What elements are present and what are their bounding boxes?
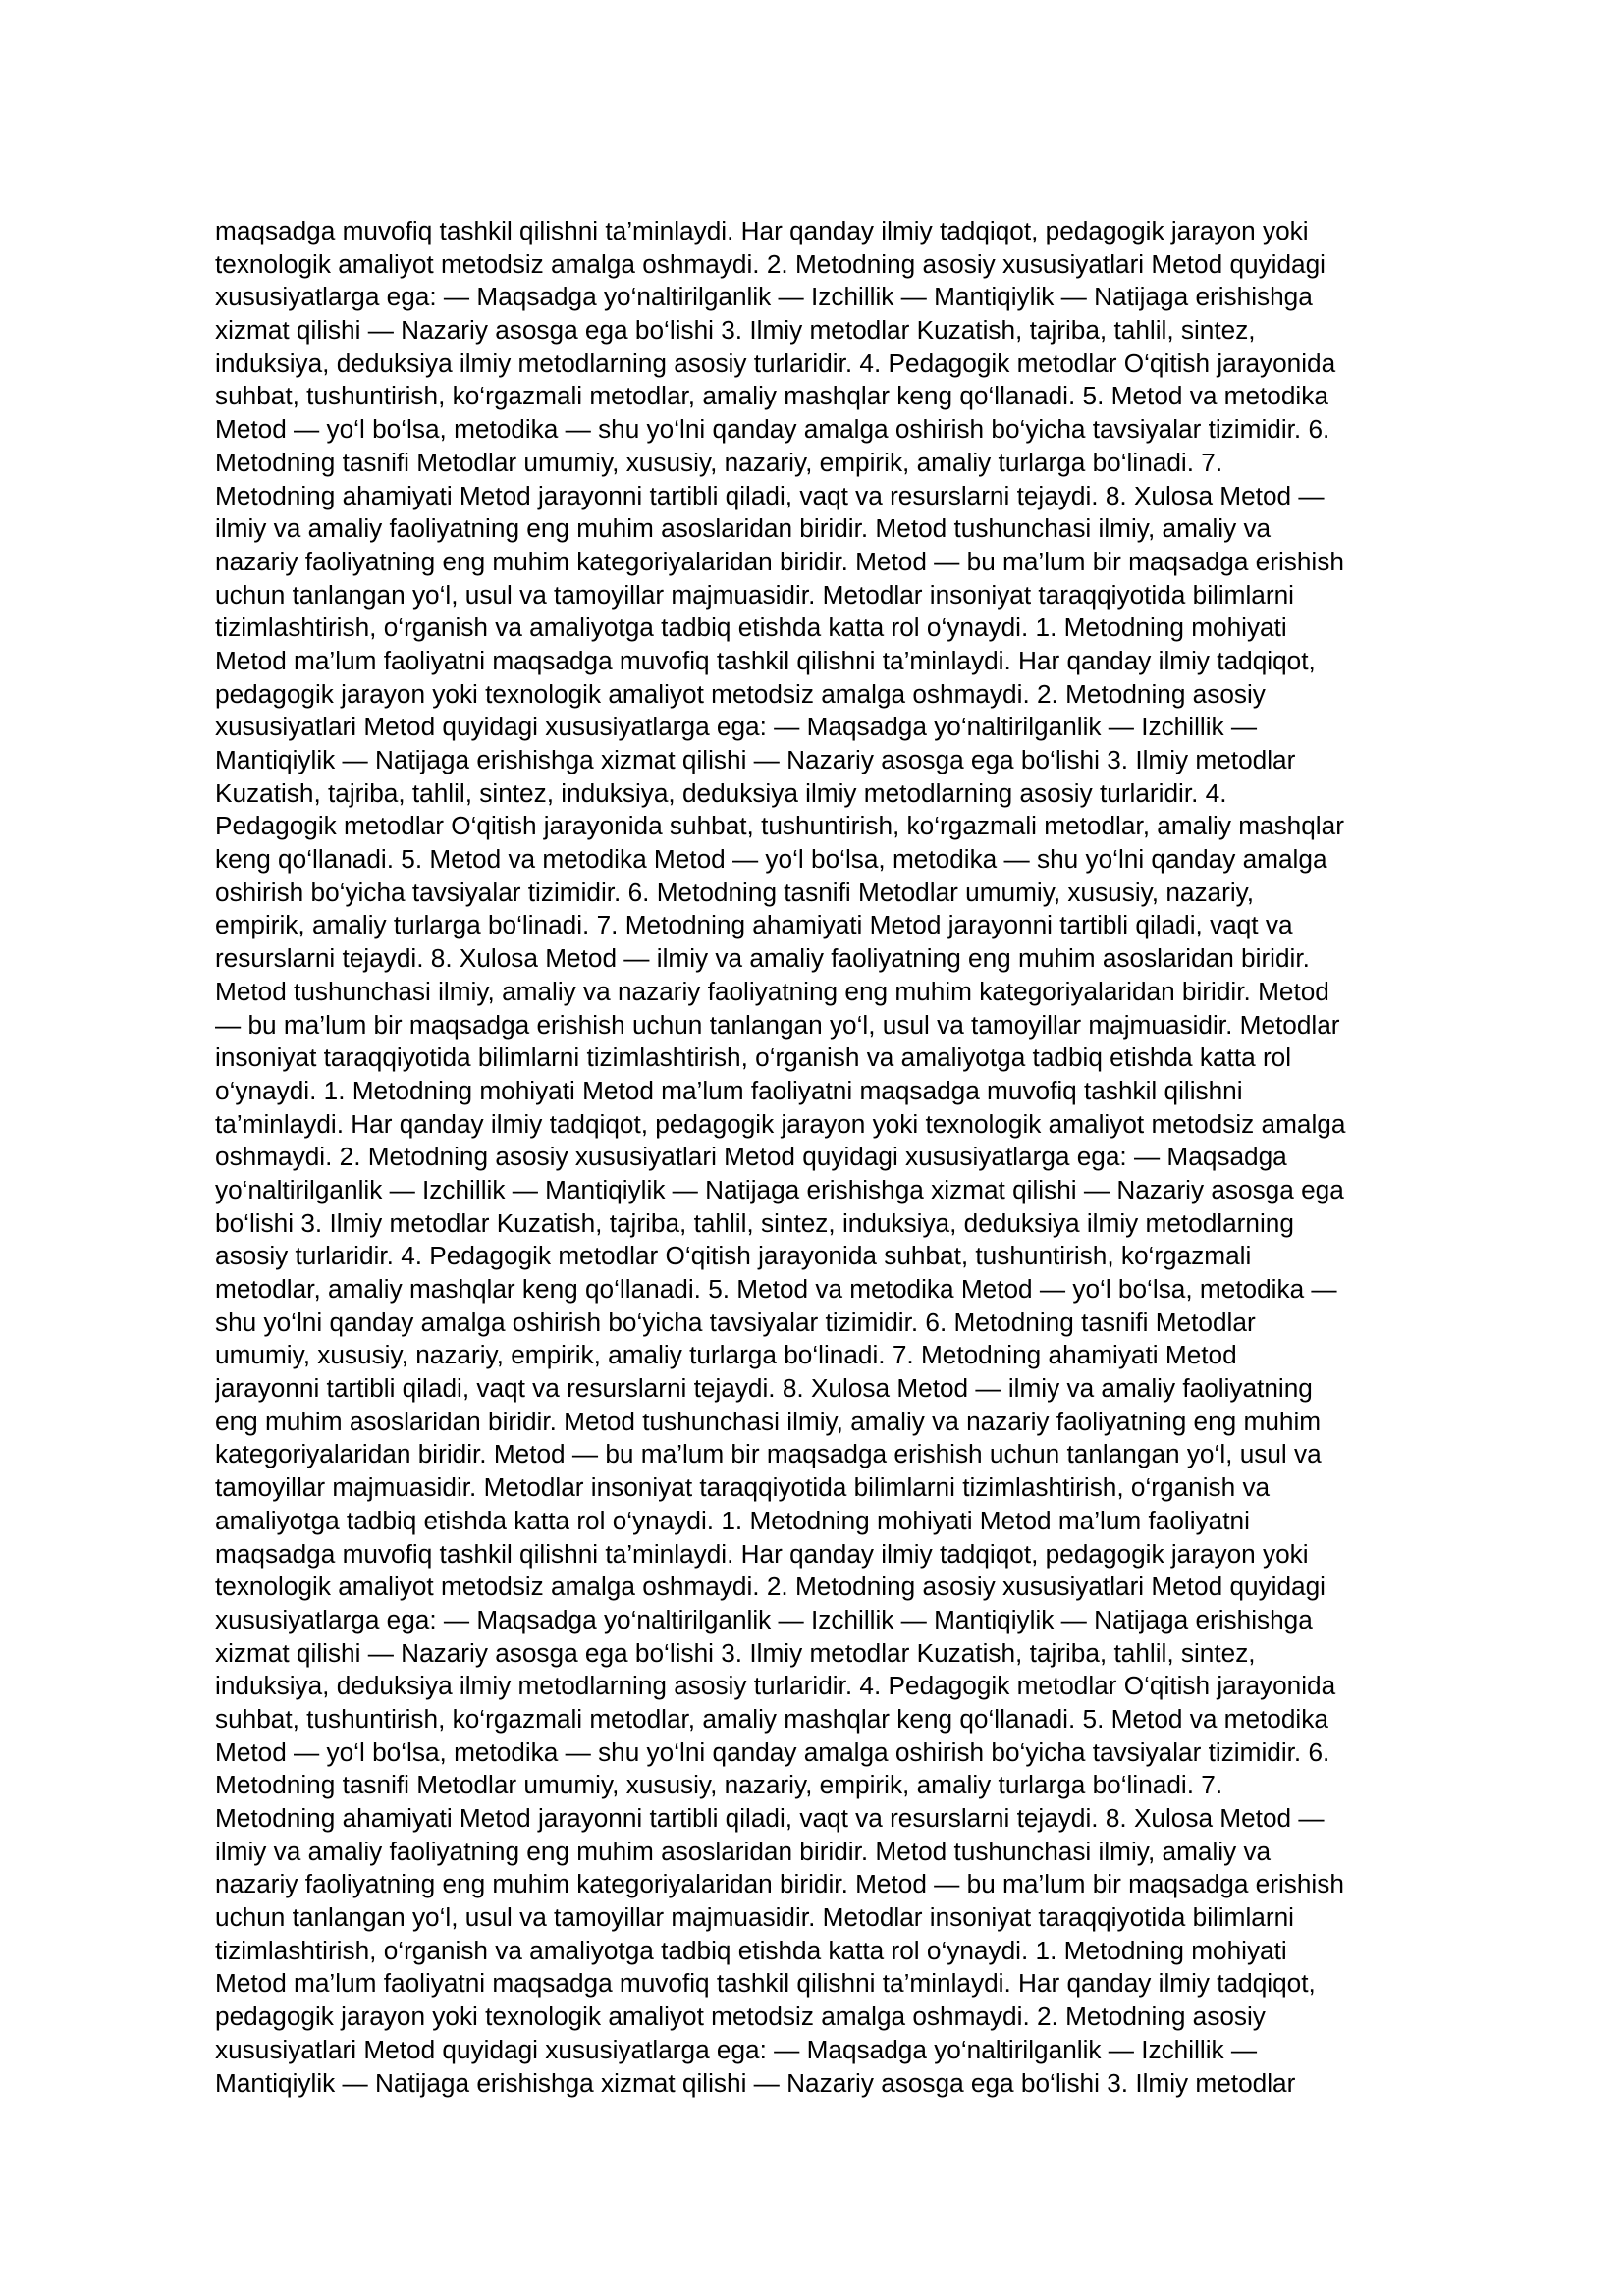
- body-text: [215, 215, 1433, 2100]
- text-line: suhbat, tushuntirish, ko‘rgazmali metodlar, amaliy mashqlar keng qo‘llanadi. 5. Metod va metodika: [215, 1703, 1328, 1734]
- text-line: asosiy turlaridir. 4. Pedagogik metodlar O‘qitish jarayonida suhbat, tushuntirish, ko‘rgazmali: [215, 1241, 1252, 1271]
- text-line: kategoriyalaridan biridir. Metod — bu ma’lum bir maqsadga erishish uchun tanlangan yo‘l, usul va: [215, 1439, 1322, 1469]
- text-line: texnologik amaliyot metodsiz amalga oshmaydi. 2. Metodning asosiy xususiyatlari Metod quyidagi: [215, 248, 1326, 279]
- text-line: xizmat qilishi — Nazariy asosga ega bo‘lishi 3. Ilmiy metodlar Kuzatish, tajriba, tahlil, sintez,: [215, 315, 1256, 346]
- text-line: umumiy, xususiy, nazariy, empirik, amaliy turlarga bo‘linadi. 7. Metodning ahamiyati Metod: [215, 1340, 1237, 1370]
- text-line: Metod — yo‘l bo‘lsa, metodika — shu yo‘lni qanday amalga oshirish bo‘yicha tavsiyalar tizimidir. 6.: [215, 414, 1330, 445]
- text-line: maqsadga muvofiq tashkil qilishni ta’minlaydi. Har qanday ilmiy tadqiqot, pedagogik jarayon yoki: [215, 1538, 1309, 1569]
- text-line: induksiya, deduksiya ilmiy metodlarning asosiy turlaridir. 4. Pedagogik metodlar O‘qitish jarayonida: [215, 347, 1336, 378]
- text-line: metodlar, amaliy mashqlar keng qo‘llanadi. 5. Metod va metodika Metod — yo‘l bo‘lsa, metodika —: [215, 1274, 1337, 1304]
- text-line: yo‘naltirilganlik — Izchillik — Mantiqiylik — Natijaga erishishga xizmat qilishi — Nazariy asosga ega: [215, 1174, 1344, 1204]
- text-line: Metod ma’lum faoliyatni maqsadga muvofiq tashkil qilishni ta’minlaydi. Har qanday ilmiy tadqiqot,: [215, 645, 1316, 675]
- text-line: eng muhim asoslaridan biridir. Metod tushunchasi ilmiy, amaliy va nazariy faoliyatning eng muhim: [215, 1406, 1322, 1436]
- text-line: jarayonni tartibli qiladi, vaqt va resurslarni tejaydi. 8. Xulosa Metod — ilmiy va amaliy faoliyatning: [215, 1373, 1313, 1404]
- text-line: shu yo‘lni qanday amalga oshirish bo‘yicha tavsiyalar tizimidir. 6. Metodning tasnifi Metodlar: [215, 1307, 1256, 1337]
- text-line: tizimlashtirish, o‘rganish va amaliyotga tadbiq etishda katta rol o‘ynaydi. 1. Metodning mohiyati: [215, 613, 1287, 643]
- text-line: oshirish bo‘yicha tavsiyalar tizimidir. 6. Metodning tasnifi Metodlar umumiy, xususiy, nazariy,: [215, 877, 1255, 907]
- text-line: pedagogik jarayon yoki texnologik amaliyot metodsiz amalga oshmaydi. 2. Metodning asosiy: [215, 678, 1266, 709]
- text-line: amaliyotga tadbiq etishda katta rol o‘ynaydi. 1. Metodning mohiyati Metod ma’lum faoliyatni: [215, 1505, 1250, 1535]
- text-line: suhbat, tushuntirish, ko‘rgazmali metodlar, amaliy mashqlar keng qo‘llanadi. 5. Metod va metodika: [215, 381, 1328, 411]
- text-line: Kuzatish, tajriba, tahlil, sintez, induksiya, deduksiya ilmiy metodlarning asosiy turlaridir. 4.: [215, 777, 1227, 808]
- text-line: — bu ma’lum bir maqsadga erishish uchun tanlangan yo‘l, usul va tamoyillar majmuasidir. Metodlar: [215, 1009, 1340, 1040]
- text-line: xususiyatlarga ega: — Maqsadga yo‘naltirilganlik — Izchillik — Mantiqiylik — Natijaga erishishga: [215, 1604, 1313, 1634]
- text-line: Metod tushunchasi ilmiy, amaliy va nazariy faoliyatning eng muhim kategoriyalaridan biridir. Metod: [215, 976, 1329, 1006]
- text-line: keng qo‘llanadi. 5. Metod va metodika Metod — yo‘l bo‘lsa, metodika — shu yo‘lni qanday amalga: [215, 844, 1327, 875]
- text-line: xususiyatlari Metod quyidagi xususiyatlarga ega: — Maqsadga yo‘naltirilganlik — Izchillik —: [215, 2034, 1258, 2064]
- text-line: xizmat qilishi — Nazariy asosga ega bo‘lishi 3. Ilmiy metodlar Kuzatish, tajriba, tahlil, sintez,: [215, 1637, 1256, 1668]
- text-line: Metodning tasnifi Metodlar umumiy, xususiy, nazariy, empirik, amaliy turlarga bo‘linadi. 7.: [215, 1770, 1223, 1800]
- text-line: ilmiy va amaliy faoliyatning eng muhim asoslaridan biridir. Metod tushunchasi ilmiy, amaliy va: [215, 513, 1272, 544]
- text-line: xususiyatlari Metod quyidagi xususiyatlarga ega: — Maqsadga yo‘naltirilganlik — Izchillik —: [215, 712, 1258, 742]
- text-line: pedagogik jarayon yoki texnologik amaliyot metodsiz amalga oshmaydi. 2. Metodning asosiy: [215, 2002, 1266, 2032]
- text-line: ta’minlaydi. Har qanday ilmiy tadqiqot, pedagogik jarayon yoki texnologik amaliyot metodsiz amalga: [215, 1108, 1346, 1139]
- text-line: Pedagogik metodlar O‘qitish jarayonida suhbat, tushuntirish, ko‘rgazmali metodlar, amaliy mashqlar: [215, 811, 1344, 841]
- text-line: Mantiqiylik — Natijaga erishishga xizmat qilishi — Nazariy asosga ega bo‘lishi 3. Ilmiy metodlar: [215, 2067, 1296, 2098]
- text-line: empirik, amaliy turlarga bo‘linadi. 7. Metodning ahamiyati Metod jarayonni tartibli qiladi, vaqt va: [215, 910, 1293, 940]
- text-line: Metodning ahamiyati Metod jarayonni tartibli qiladi, vaqt va resurslarni tejaydi. 8. Xulosa Metod —: [215, 1803, 1325, 1833]
- text-line: Metod — yo‘l bo‘lsa, metodika — shu yo‘lni qanday amalga oshirish bo‘yicha tavsiyalar tizimidir. 6.: [215, 1736, 1330, 1767]
- text-line: uchun tanlangan yo‘l, usul va tamoyillar majmuasidir. Metodlar insoniyat taraqqiyotida bilimlarni: [215, 579, 1294, 610]
- text-line: ilmiy va amaliy faoliyatning eng muhim asoslaridan biridir. Metod tushunchasi ilmiy, amaliy va: [215, 1836, 1272, 1866]
- text-line: Metodning ahamiyati Metod jarayonni tartibli qiladi, vaqt va resurslarni tejaydi. 8. Xulosa Metod —: [215, 480, 1325, 510]
- text-line: Metod ma’lum faoliyatni maqsadga muvofiq tashkil qilishni ta’minlaydi. Har qanday ilmiy tadqiqot,: [215, 1968, 1316, 1999]
- text-line: maqsadga muvofiq tashkil qilishni ta’minlaydi. Har qanday ilmiy tadqiqot, pedagogik jarayon yoki: [215, 216, 1309, 245]
- text-line: tamoyillar majmuasidir. Metodlar insoniyat taraqqiyotida bilimlarni tizimlashtirish, o‘rganish va: [215, 1472, 1271, 1503]
- text-line: texnologik amaliyot metodsiz amalga oshmaydi. 2. Metodning asosiy xususiyatlari Metod quyidagi: [215, 1572, 1326, 1602]
- text-line: o‘ynaydi. 1. Metodning mohiyati Metod ma’lum faoliyatni maqsadga muvofiq tashkil qilishni: [215, 1075, 1243, 1105]
- text-line: oshmaydi. 2. Metodning asosiy xususiyatlari Metod quyidagi xususiyatlarga ega: — Maqsadga: [215, 1142, 1287, 1172]
- text-line: bo‘lishi 3. Ilmiy metodlar Kuzatish, tajriba, tahlil, sintez, induksiya, deduksiya ilmiy metodlarning: [215, 1207, 1294, 1238]
- text-line: nazariy faoliyatning eng muhim kategoriyalaridan biridir. Metod — bu ma’lum bir maqsadga erishish: [215, 1869, 1344, 1899]
- text-line: tizimlashtirish, o‘rganish va amaliyotga tadbiq etishda katta rol o‘ynaydi. 1. Metodning mohiyati: [215, 1935, 1287, 1965]
- text-line: xususiyatlarga ega: — Maqsadga yo‘naltirilganlik — Izchillik — Mantiqiylik — Natijaga erishishga: [215, 282, 1313, 312]
- text-line: uchun tanlangan yo‘l, usul va tamoyillar majmuasidir. Metodlar insoniyat taraqqiyotida bilimlarni: [215, 1902, 1294, 1933]
- text-line: nazariy faoliyatning eng muhim kategoriyalaridan biridir. Metod — bu ma’lum bir maqsadga erishish: [215, 546, 1344, 576]
- text-line: Metodning tasnifi Metodlar umumiy, xususiy, nazariy, empirik, amaliy turlarga bo‘linadi. 7.: [215, 447, 1223, 477]
- text-line: induksiya, deduksiya ilmiy metodlarning asosiy turlaridir. 4. Pedagogik metodlar O‘qitish jarayonida: [215, 1671, 1336, 1701]
- text-line: Mantiqiylik — Natijaga erishishga xizmat qilishi — Nazariy asosga ega bo‘lishi 3. Ilmiy metodlar: [215, 745, 1296, 774]
- text-line: insoniyat taraqqiyotida bilimlarni tizimlashtirish, o‘rganish va amaliyotga tadbiq etishda katta rol: [215, 1042, 1292, 1073]
- text-line: resurslarni tejaydi. 8. Xulosa Metod — ilmiy va amaliy faoliyatning eng muhim asoslaridan biridir.: [215, 943, 1310, 974]
